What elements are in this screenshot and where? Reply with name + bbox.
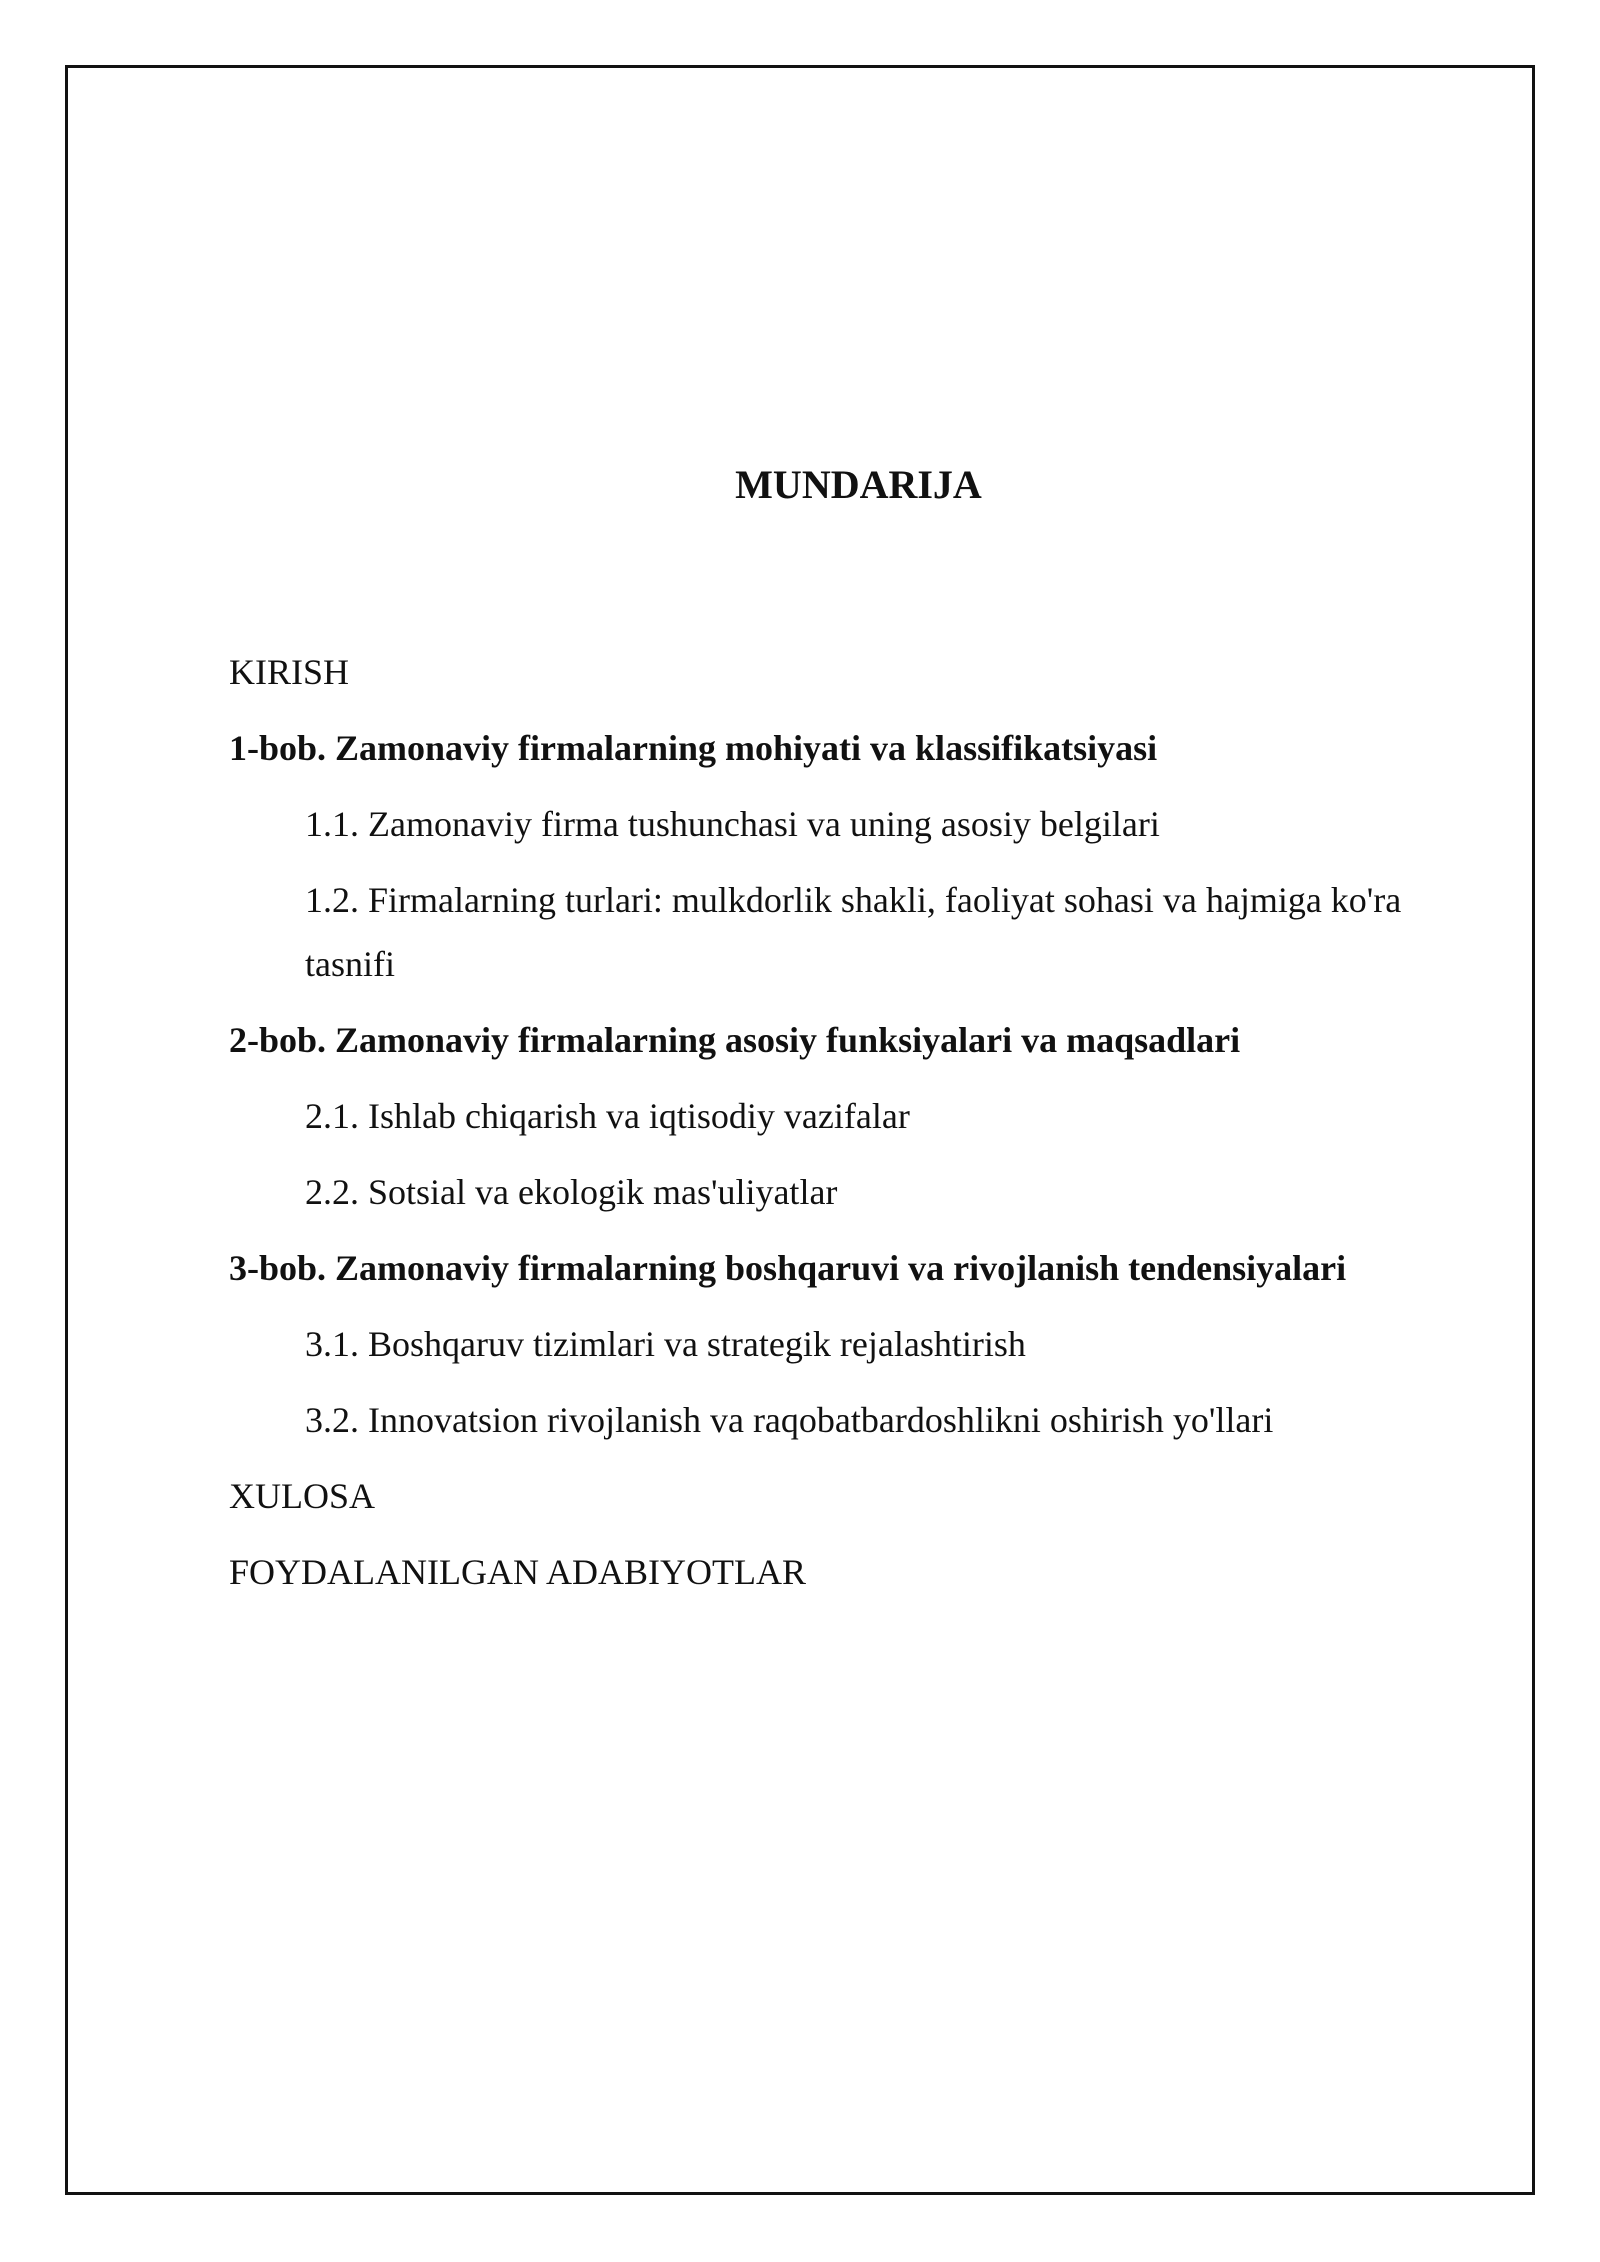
toc-chapter-1: 1-bob. Zamonaviy firmalarning mohiyati va klassifikatsiyasi bbox=[229, 728, 1158, 768]
page-title: MUNDARIJA bbox=[735, 462, 982, 507]
toc-entry-introduction: KIRISH bbox=[229, 652, 350, 692]
toc-section-1-1: 1.1. Zamonaviy firma tushunchasi va uning asosiy belgilari bbox=[305, 804, 1160, 844]
toc-chapter-2: 2-bob. Zamonaviy firmalarning asosiy funksiyalari va maqsadlari bbox=[229, 1020, 1241, 1060]
table-of-contents bbox=[229, 640, 1474, 1616]
toc-section-1-2: 1.2. Firmalarning turlari: mulkdorlik shakli, faoliyat sohasi va hajmiga ko'ra tasnifi bbox=[305, 880, 1402, 984]
toc-section-3-2: 3.2. Innovatsion rivojlanish va raqobatbardoshlikni oshirish yo'llari bbox=[305, 1400, 1274, 1440]
toc-entry-references: FOYDALANILGAN ADABIYOTLAR bbox=[229, 1552, 806, 1592]
toc-chapter-3: 3-bob. Zamonaviy firmalarning boshqaruvi va rivojlanish tendensiyalari bbox=[229, 1248, 1347, 1288]
toc-section-2-1: 2.1. Ishlab chiqarish va iqtisodiy vazifalar bbox=[305, 1096, 910, 1136]
toc-entry-conclusion: XULOSA bbox=[229, 1476, 376, 1516]
toc-section-2-2: 2.2. Sotsial va ekologik mas'uliyatlar bbox=[305, 1172, 838, 1212]
toc-section-3-1: 3.1. Boshqaruv tizimlari va strategik rejalashtirish bbox=[305, 1324, 1026, 1364]
